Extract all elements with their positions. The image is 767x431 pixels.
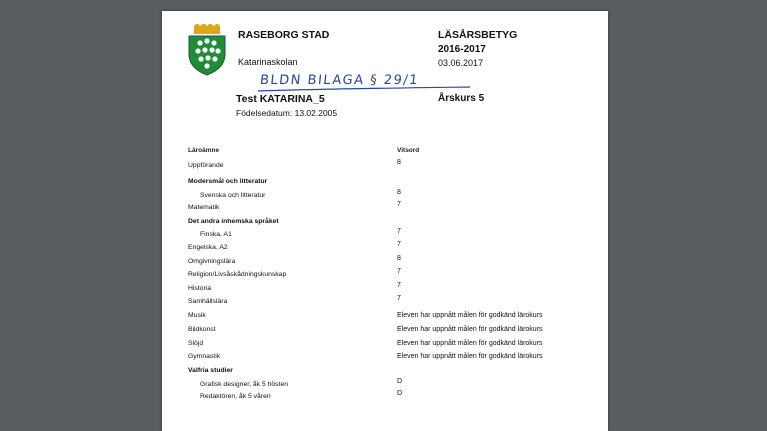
- municipal-crest-logo: [187, 24, 227, 76]
- subject-label: Historia: [188, 285, 212, 292]
- school-unit: Katarinaskolan: [238, 57, 298, 67]
- grade-value: Eleven har uppnått målen för godkänd lärokurs: [397, 340, 543, 347]
- subject-label: Matematik: [188, 204, 220, 211]
- subject-label: Redaktören, åk 5 våren: [200, 393, 271, 400]
- document-type: LÄSÅRSBETYG: [438, 29, 518, 41]
- column-header-subject: Läroämne: [188, 147, 220, 154]
- grade-value: 7: [397, 228, 401, 235]
- subject-label: Samhällslära: [188, 298, 228, 305]
- subject-label: Finska, A1: [200, 231, 232, 238]
- grade-row: [188, 241, 598, 256]
- grade-row: [188, 340, 598, 352]
- grade-row: [188, 295, 598, 310]
- grade-value: 7: [397, 268, 401, 275]
- grade-row: [188, 189, 598, 204]
- grade-value: 8: [397, 159, 401, 166]
- grade-value: D: [397, 390, 403, 397]
- grade-value: 7: [397, 295, 401, 302]
- grade-row: [188, 312, 598, 324]
- grade-value: 8: [397, 189, 401, 196]
- grade-row: [188, 390, 598, 405]
- grade-row: [188, 367, 598, 379]
- handwritten-note: BLDN BILAGA § 29/1: [259, 73, 420, 88]
- grade-value: Eleven har uppnått målen för godkänd lärokurs: [397, 353, 543, 360]
- subject-label: Uppförande: [188, 162, 224, 169]
- grade-row: [188, 218, 598, 230]
- birth-date: Födelsedatum: 13.02.2005: [236, 108, 338, 118]
- subject-label: Religion/Livsåskådningskunskap: [188, 271, 287, 278]
- subject-label: Grafisk designer, åk 5 hösten: [200, 381, 289, 388]
- subject-label: Svenska och litteratur: [200, 192, 266, 199]
- grade-row: [188, 201, 598, 216]
- grade-value: Eleven har uppnått målen för godkänd lärokurs: [397, 312, 543, 319]
- grade-row: [188, 255, 598, 270]
- grade-level: Årskurs 5: [438, 93, 485, 104]
- grade-row: [188, 353, 598, 365]
- grade-value: 7: [397, 201, 401, 208]
- grade-row: [188, 178, 598, 190]
- subject-label: Modersmål och litteratur: [188, 178, 268, 185]
- grade-value: D: [397, 378, 403, 385]
- school-name: RASEBORG STAD: [238, 29, 330, 41]
- school-year: 2016-2017: [438, 44, 486, 55]
- document-page: [162, 11, 608, 431]
- grade-row: [188, 159, 598, 174]
- column-header-grade: Vitsord: [397, 147, 420, 154]
- grade-value: Eleven har uppnått målen för godkänd lärokurs: [397, 326, 543, 333]
- subject-label: Musik: [188, 312, 206, 319]
- subject-label: Engelska, A2: [188, 244, 228, 251]
- grade-value: 8: [397, 255, 401, 262]
- subject-label: Det andra inhemska språket: [188, 218, 279, 225]
- document-date: 03.06.2017: [438, 58, 484, 68]
- subject-label: Valfria studier: [188, 367, 233, 374]
- grade-row: [188, 228, 598, 243]
- student-name: Test KATARINA_5: [236, 93, 325, 105]
- grade-row: [188, 378, 598, 393]
- grade-value: 7: [397, 241, 401, 248]
- grade-row: [188, 326, 598, 338]
- subject-label: Omgivningslära: [188, 258, 236, 265]
- subject-label: Slöjd: [188, 340, 204, 347]
- subject-label: Gymnastik: [188, 353, 221, 360]
- grade-row: [188, 282, 598, 297]
- grade-value: 7: [397, 282, 401, 289]
- subject-label: Bildkonst: [188, 326, 216, 333]
- grade-row: [188, 268, 598, 283]
